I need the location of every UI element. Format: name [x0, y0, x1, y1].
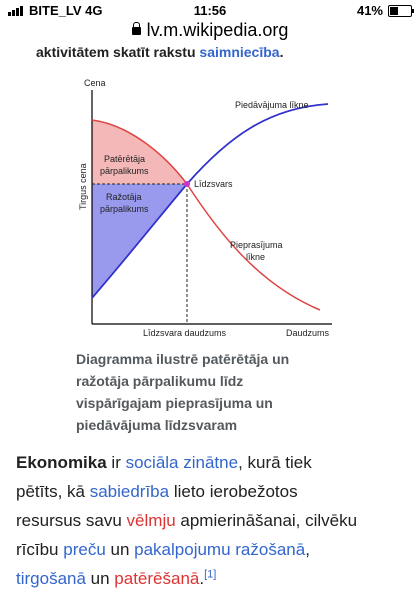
quantity-axis-label: Līdzsvara daudzums — [143, 328, 227, 338]
article-line — [16, 564, 412, 593]
link-precu[interactable]: preču — [63, 540, 106, 559]
x-axis-title: Daudzums — [286, 328, 330, 338]
text-run: . — [199, 569, 205, 588]
text-run: , — [305, 540, 310, 559]
status-time: 11:56 — [193, 3, 227, 18]
y-axis-title: Cena — [84, 78, 106, 88]
caption-line: ražotāja pārpalikumu līdz — [76, 373, 244, 389]
link-paterešana[interactable]: patērēšanā — [114, 569, 200, 588]
text-run: pētīts, kā — [16, 482, 90, 501]
text-run: apmierināšanai, cilvēku — [175, 511, 358, 530]
supply-curve-label: Piedāvājuma līkne — [235, 100, 309, 110]
article-term: Ekonomika — [16, 453, 107, 472]
link-velmju[interactable]: vēlmju — [126, 511, 176, 530]
lock-icon — [132, 27, 141, 35]
caption-line: Diagramma ilustrē patērētāja un — [76, 351, 290, 367]
text-run: lieto ierobežotos — [169, 482, 298, 501]
status-bar — [0, 0, 420, 20]
caption-line: vispārīgajam pieprasījuma un — [76, 395, 273, 411]
demand-curve-label-1: Pieprasījuma — [230, 240, 283, 250]
text-run: rīcību — [16, 540, 64, 559]
supply-demand-figure[interactable] — [70, 70, 350, 350]
previous-paragraph-line — [36, 44, 283, 60]
article-line — [16, 535, 412, 564]
battery-fill — [390, 7, 398, 15]
text-run: ir — [106, 453, 126, 472]
link-pakalpojumu-razosana[interactable]: pakalpojumu ražošanā — [134, 540, 306, 559]
battery-tip — [412, 9, 414, 13]
link-sociala-zinatne[interactable]: sociāla zinātne — [125, 453, 239, 472]
battery-icon — [388, 5, 412, 17]
consumer-surplus-label-1: Patērētāja — [104, 154, 146, 164]
article-paragraph — [16, 448, 412, 593]
reference-link[interactable]: [1] — [204, 568, 217, 581]
demand-curve-label-2: līkne — [246, 252, 266, 262]
article-line — [16, 506, 412, 535]
producer-surplus-label-2: pārpalikums — [100, 204, 149, 214]
equilibrium-label: Līdzsvars — [194, 179, 233, 189]
figure-caption — [76, 348, 366, 436]
url-text: lv.m.wikipedia.org — [146, 20, 289, 40]
text-run: resursus savu — [16, 511, 127, 530]
link-tirgosana[interactable]: tirgošanā — [16, 569, 86, 588]
battery-percent: 41% — [356, 3, 383, 18]
address-bar[interactable] — [0, 20, 420, 46]
producer-surplus-label-1: Ražotāja — [106, 192, 142, 202]
equilibrium-point — [184, 181, 190, 187]
article-line — [16, 477, 412, 506]
consumer-surplus-label-2: pārpalikums — [100, 166, 149, 176]
carrier-label: BITE_LV 4G — [29, 3, 103, 18]
link-saimnieciba[interactable]: saimniecība — [199, 44, 280, 60]
text-run: un — [105, 540, 135, 559]
text-run: un — [85, 569, 115, 588]
prev-text-before: aktivitātem skatīt rakstu — [36, 44, 200, 60]
link-sabiedriba[interactable]: sabiedrība — [89, 482, 170, 501]
caption-line: piedāvājuma līdzsvaram — [76, 417, 238, 433]
price-axis-label: Tirgus cena — [78, 163, 88, 210]
status-right — [357, 3, 412, 18]
article-line — [16, 448, 412, 477]
text-run: , kurā tiek — [238, 453, 312, 472]
prev-text-after: . — [279, 44, 284, 60]
